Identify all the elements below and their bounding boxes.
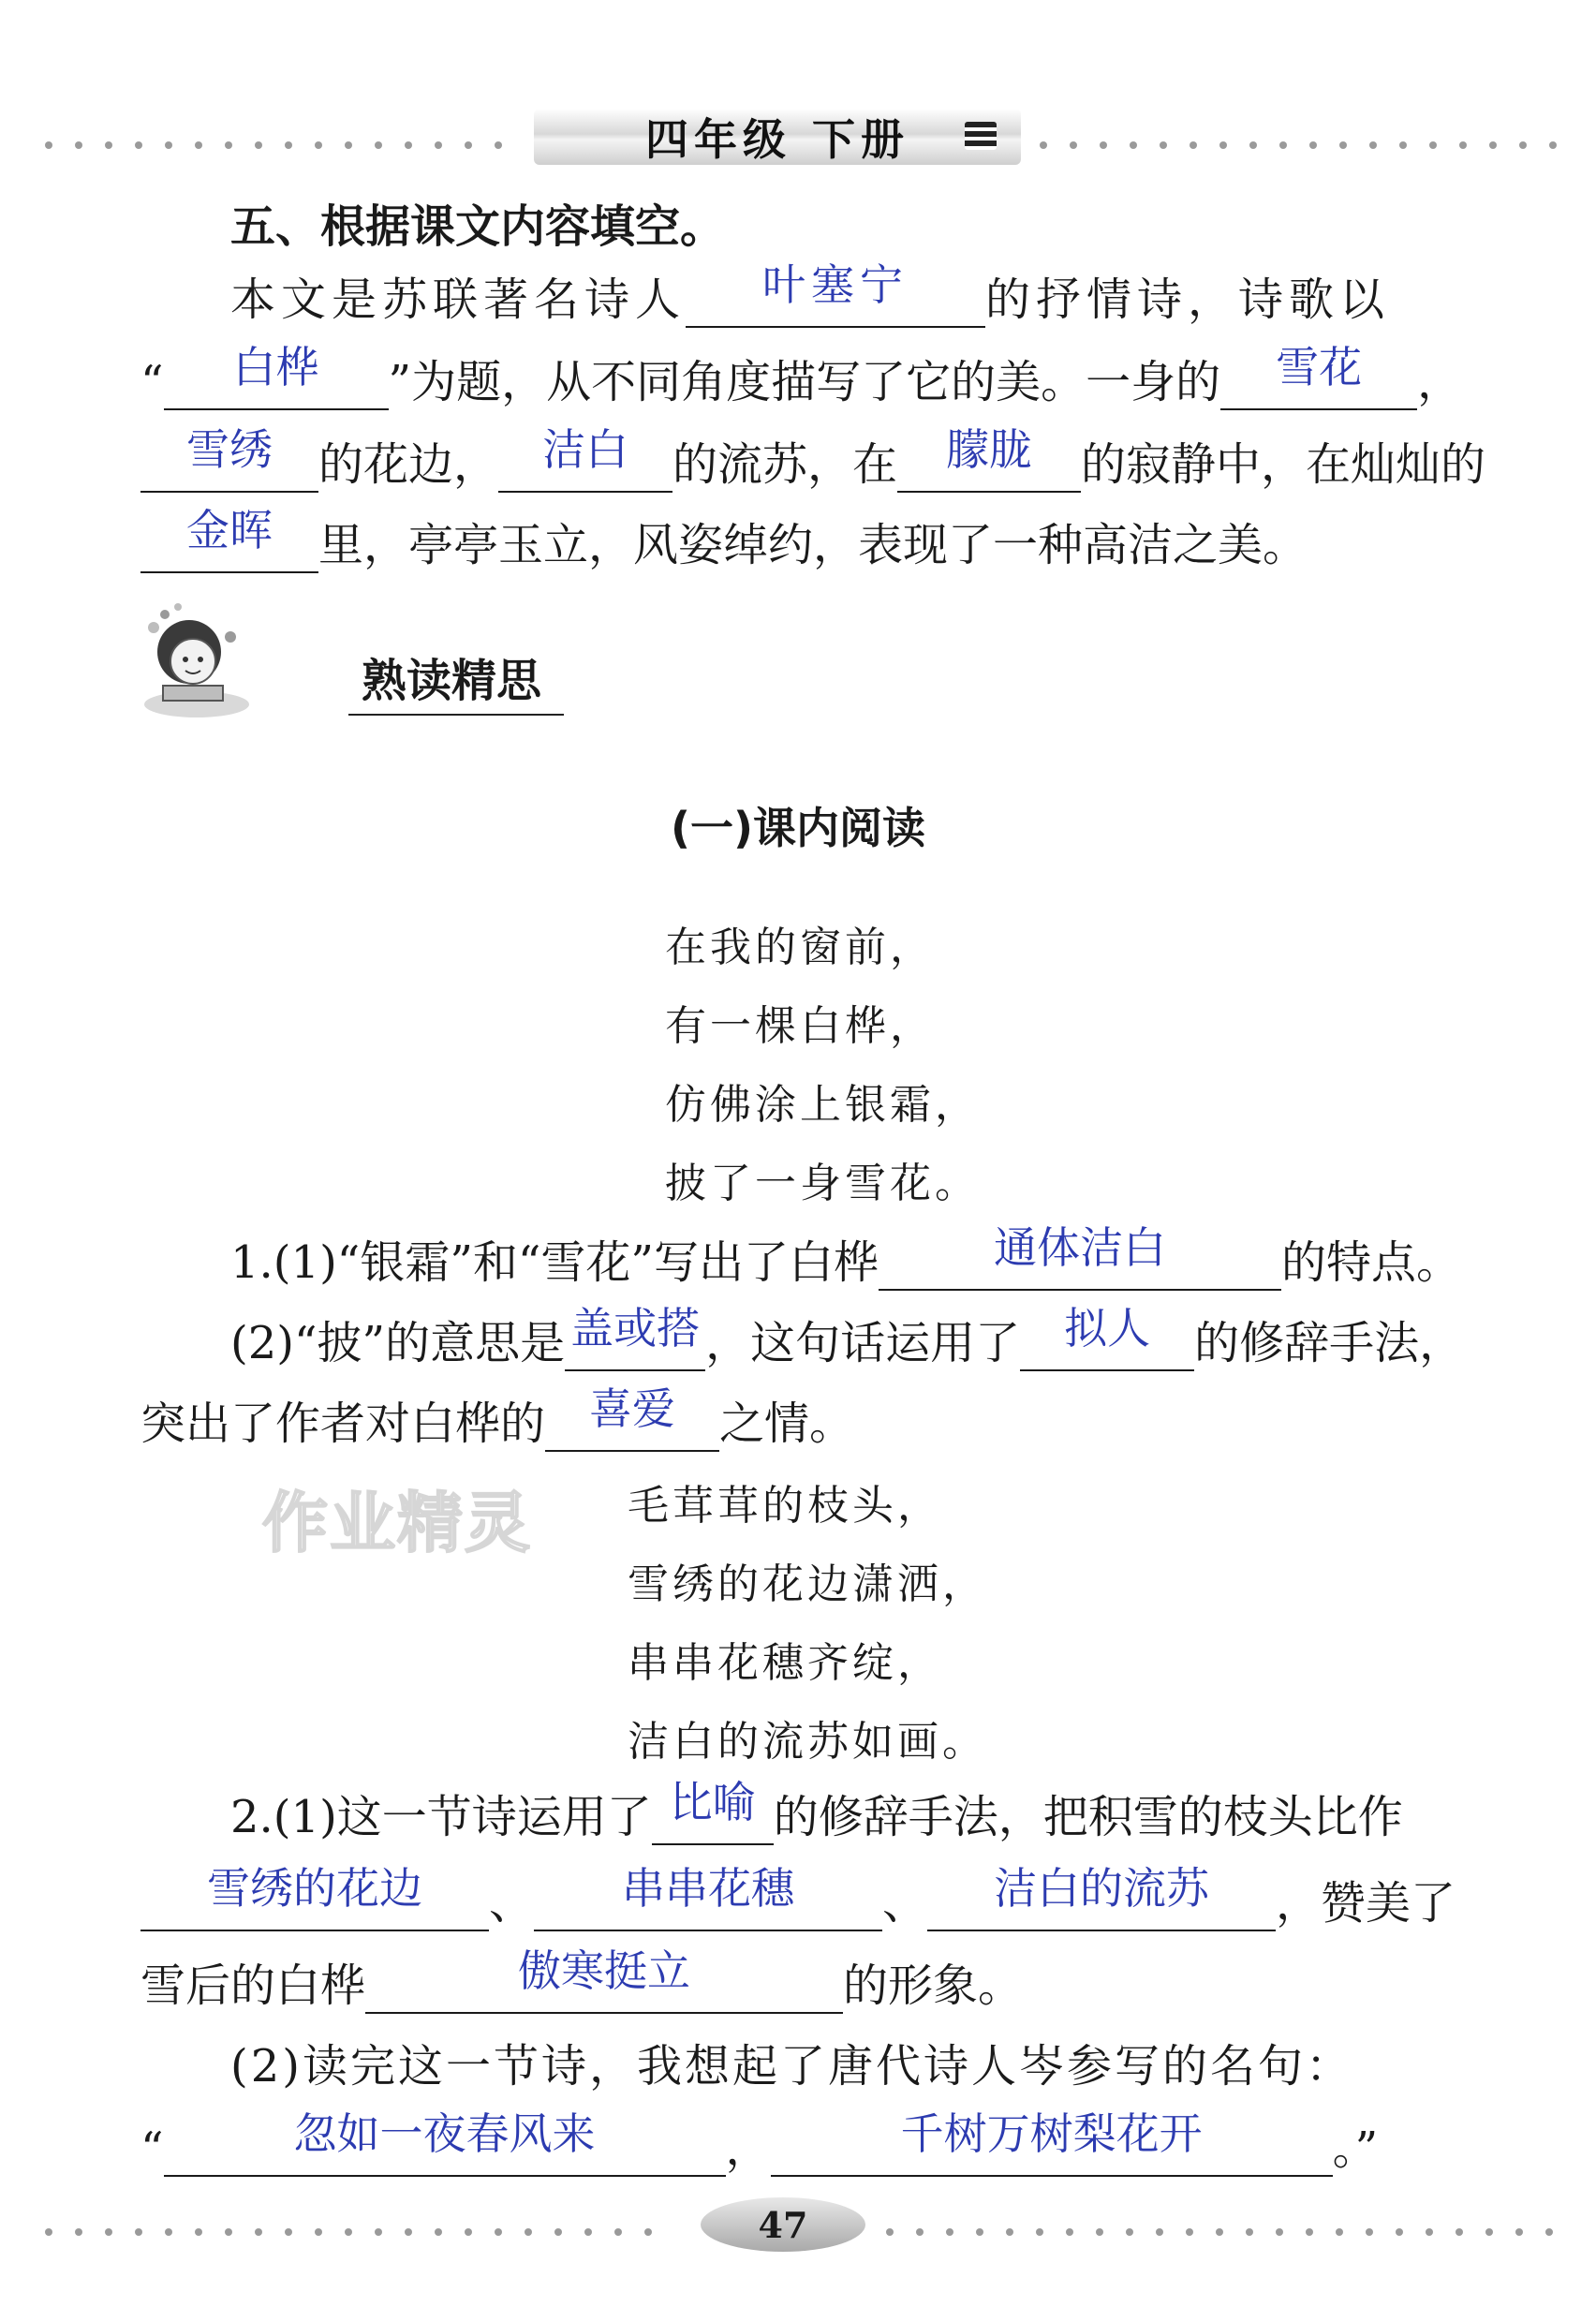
q1-line3 bbox=[140, 1383, 1461, 1452]
text: 2.(1)这一节诗运用了 bbox=[230, 1791, 652, 1843]
answer-metaphor: 比喻 bbox=[669, 1777, 756, 1827]
fill-blank bbox=[927, 1863, 1276, 1931]
answer-pure: 洁白 bbox=[542, 424, 629, 475]
answer-rhetoric: 拟人 bbox=[1064, 1303, 1151, 1353]
book-stack-icon bbox=[965, 122, 997, 150]
text: ，赞美了 bbox=[1276, 1877, 1456, 1930]
fill-blank bbox=[545, 1383, 719, 1452]
text: 的修辞手法， bbox=[1194, 1317, 1465, 1369]
text: 突出了作者对白桦的 bbox=[140, 1398, 546, 1450]
text: 本文是苏联著名诗人 bbox=[230, 274, 687, 326]
reading-subheading: (一)课内阅读 bbox=[670, 803, 926, 853]
section5-line3 bbox=[140, 424, 1486, 493]
footer-dots-left bbox=[45, 2222, 674, 2229]
q2-line1 bbox=[230, 1777, 1551, 1845]
section5-line4 bbox=[140, 505, 1461, 573]
text: “ bbox=[140, 356, 164, 408]
fill-blank bbox=[534, 1863, 882, 1931]
fill-blank bbox=[140, 505, 318, 573]
q1-line1 bbox=[230, 1222, 1551, 1291]
answer-verse-1: 忽如一夜春风来 bbox=[293, 2108, 596, 2159]
fill-blank bbox=[164, 2108, 726, 2177]
text: ， bbox=[725, 2122, 771, 2175]
page-number: 47 bbox=[701, 2197, 865, 2252]
fill-blank bbox=[365, 1945, 843, 2014]
text: 。” bbox=[1332, 2122, 1379, 2175]
text: 雪后的白桦 bbox=[140, 1959, 366, 2012]
text: 里，亭亭玉立，风姿绰约，表现了一种高洁之美。 bbox=[318, 519, 1308, 571]
q1-line2 bbox=[230, 1303, 1551, 1371]
answer-image: 傲寒挺立 bbox=[518, 1945, 691, 1996]
answer-title: 白桦 bbox=[232, 342, 319, 392]
q2-line5 bbox=[140, 2108, 1461, 2177]
footer-dots-right bbox=[886, 2222, 1575, 2229]
text: 的特点。 bbox=[1280, 1236, 1461, 1289]
fill-blank bbox=[879, 1222, 1281, 1291]
reading-girl-icon bbox=[140, 599, 253, 721]
poem-stanza-2 bbox=[628, 1467, 987, 1782]
text: (2)读完这一节诗，我想起了唐代诗人岑参写的名句： bbox=[230, 2040, 1353, 2093]
fill-blank bbox=[565, 1303, 705, 1371]
poem-line: 有一棵白桦， bbox=[665, 1002, 935, 1050]
header-dots-left bbox=[45, 135, 525, 142]
text: 的修辞手法，把积雪的枝头比作 bbox=[773, 1791, 1403, 1843]
fill-blank bbox=[771, 2108, 1333, 2177]
section5-line1 bbox=[230, 259, 1551, 328]
text: (2)“披”的意思是 bbox=[230, 1317, 566, 1369]
poem-line: 毛茸茸的枝头， bbox=[628, 1482, 942, 1530]
text: 的寂静中，在灿灿的 bbox=[1081, 438, 1486, 491]
answer-poet: 叶塞宁 bbox=[762, 259, 909, 310]
fill-blank bbox=[897, 424, 1081, 493]
section5-heading: 五、根据课文内容填空。 bbox=[230, 200, 726, 253]
text: 、 bbox=[882, 1877, 928, 1930]
text: 的花边， bbox=[318, 438, 499, 491]
text: 的形象。 bbox=[843, 1959, 1024, 2012]
banner-title: 熟读精思 bbox=[362, 655, 542, 707]
header-title: 四年级 下册 bbox=[534, 109, 1021, 165]
text: “ bbox=[140, 2122, 164, 2175]
text: ，这句话运用了 bbox=[705, 1317, 1021, 1369]
text: ， bbox=[1417, 356, 1463, 408]
answer-verse-2: 千树万树梨花开 bbox=[900, 2108, 1203, 2159]
text: 的流苏，在 bbox=[672, 438, 898, 491]
fill-blank bbox=[140, 424, 318, 493]
section5-line2 bbox=[140, 342, 1463, 410]
poem-line: 仿佛涂上银霜， bbox=[665, 1081, 980, 1129]
fill-blank bbox=[686, 259, 985, 328]
answer-meaning: 盖或搭 bbox=[570, 1303, 701, 1353]
q2-line3 bbox=[140, 1945, 1461, 2014]
text: ”为题，从不同角度描写了它的美。一身的 bbox=[388, 356, 1221, 408]
q2-line4 bbox=[230, 2038, 1551, 2094]
fill-blank bbox=[140, 1863, 489, 1931]
poem-line: 披了一身雪花。 bbox=[665, 1160, 980, 1207]
header-dots-right bbox=[1040, 135, 1579, 142]
answer-embroider: 雪绣 bbox=[186, 424, 273, 475]
poem-line: 在我的窗前， bbox=[665, 924, 935, 971]
answer-compare-2: 串串花穗 bbox=[622, 1863, 795, 1914]
poem-line: 洁白的流苏如画。 bbox=[628, 1718, 987, 1766]
answer-snow: 雪花 bbox=[1276, 342, 1363, 392]
fill-blank bbox=[1220, 342, 1417, 410]
fill-blank bbox=[652, 1777, 774, 1845]
fill-blank bbox=[1020, 1303, 1194, 1371]
poem-line: 串串花穗齐绽， bbox=[628, 1639, 942, 1687]
banner-rule bbox=[348, 714, 564, 716]
answer-hazy: 朦胧 bbox=[946, 424, 1033, 475]
text: 的抒情诗，诗歌以 bbox=[985, 274, 1391, 326]
answer-gold: 金晖 bbox=[186, 505, 273, 555]
answer-feature: 通体洁白 bbox=[993, 1222, 1166, 1273]
answer-compare-3: 洁白的流苏 bbox=[994, 1863, 1210, 1914]
text: 1.(1)“银霜”和“雪花”写出了白桦 bbox=[230, 1236, 879, 1289]
q2-line2 bbox=[140, 1863, 1461, 1931]
answer-compare-1: 雪绣的花边 bbox=[207, 1863, 422, 1914]
text: 、 bbox=[489, 1877, 535, 1930]
fill-blank bbox=[164, 342, 389, 410]
poem-line: 雪绣的花边潇洒， bbox=[628, 1560, 987, 1608]
answer-emotion: 喜爱 bbox=[589, 1383, 676, 1434]
watermark: 作业精灵 bbox=[262, 1485, 532, 1561]
text: 之情。 bbox=[719, 1398, 855, 1450]
fill-blank bbox=[498, 424, 672, 493]
poem-stanza-1 bbox=[665, 909, 980, 1223]
